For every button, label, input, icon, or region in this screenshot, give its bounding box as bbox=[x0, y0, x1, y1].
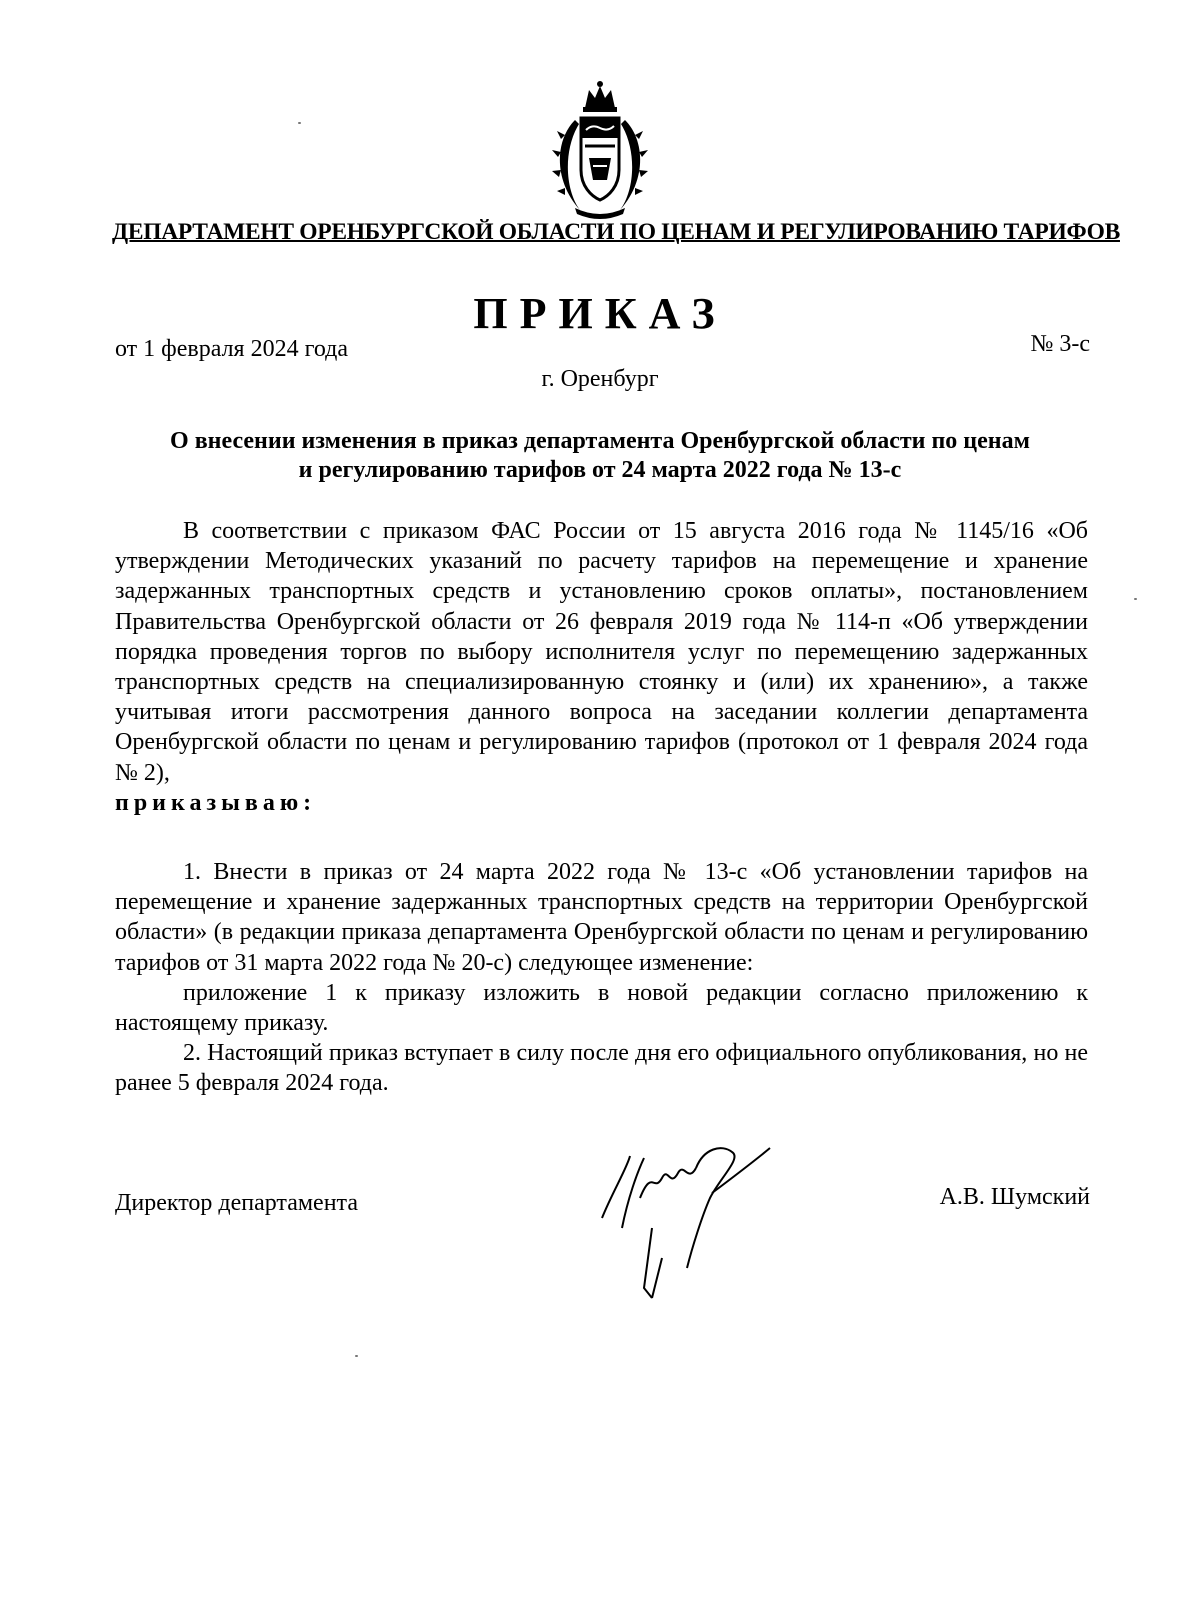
scan-speck bbox=[355, 1355, 358, 1357]
title-line-2: и регулированию тарифов от 24 марта 2022 года № 13-с bbox=[298, 457, 902, 483]
order-word: приказываю: bbox=[115, 789, 317, 816]
scan-speck bbox=[298, 122, 301, 124]
document-type-heading: ПРИКАЗ bbox=[473, 289, 727, 338]
preamble-paragraph: В соответствии с приказом ФАС России от 15 августа 2016 года № 1145/16 «Об утверждении Методических указаний по расчету тарифов на перемещение и хранение задержанных транспортных средств и установлению сроков оплаты», постановлением Правительства Оренбургской области от 26 февраля 2019 года № 114-п «Об утверждении порядка проведения торгов по выбору исполнителя услуг по перемещению задержанных транспортных средств на специализированную стоянку и (или) их хранению», а также учитывая итоги рассмотрения данного вопроса на заседании коллегии департамента Оренбургской области по ценам и регулированию тарифов (протокол от 1 февраля 2024 года № 2), bbox=[115, 518, 1088, 786]
document-date: от 1 февраля 2024 года bbox=[115, 336, 349, 362]
scan-speck bbox=[1134, 598, 1137, 600]
department-header: ДЕПАРТАМЕНТ ОРЕНБУРГСКОЙ ОБЛАСТИ ПО ЦЕНАМ И РЕГУЛИРОВАНИЮ ТАРИФОВ bbox=[112, 219, 1120, 245]
order-item-1-detail: приложение 1 к приказу изложить в новой редакции согласно приложению к настоящему приказу. bbox=[115, 979, 1088, 1037]
document-number: № 3-с bbox=[1030, 331, 1090, 357]
handwritten-signature bbox=[592, 1138, 782, 1308]
order-items-block bbox=[115, 857, 1088, 1099]
document-title bbox=[100, 427, 1100, 485]
preamble-block bbox=[115, 516, 1088, 818]
order-item-1: 1. Внести в приказ от 24 марта 2022 года № 13-с «Об установлении тарифов на перемещение и хранение задержанных транспортных средств на территории Оренбургской области» (в редакции приказа департамента Оренбургской области по ценам и регулированию тарифов от 31 марта 2022 года № 20-с) следующее изменение: bbox=[115, 859, 1088, 976]
title-line-1: О внесении изменения в приказ департамента Оренбургской области по ценам bbox=[170, 428, 1030, 454]
signatory-name: А.В. Шумский bbox=[939, 1184, 1090, 1210]
coat-of-arms-icon bbox=[545, 80, 655, 220]
signatory-role: Директор департамента bbox=[115, 1190, 358, 1216]
order-item-2: 2. Настоящий приказ вступает в силу после дня его официального опубликования, но не ранее 5 февраля 2024 года. bbox=[115, 1040, 1088, 1097]
document-city: г. Оренбург bbox=[541, 366, 659, 392]
